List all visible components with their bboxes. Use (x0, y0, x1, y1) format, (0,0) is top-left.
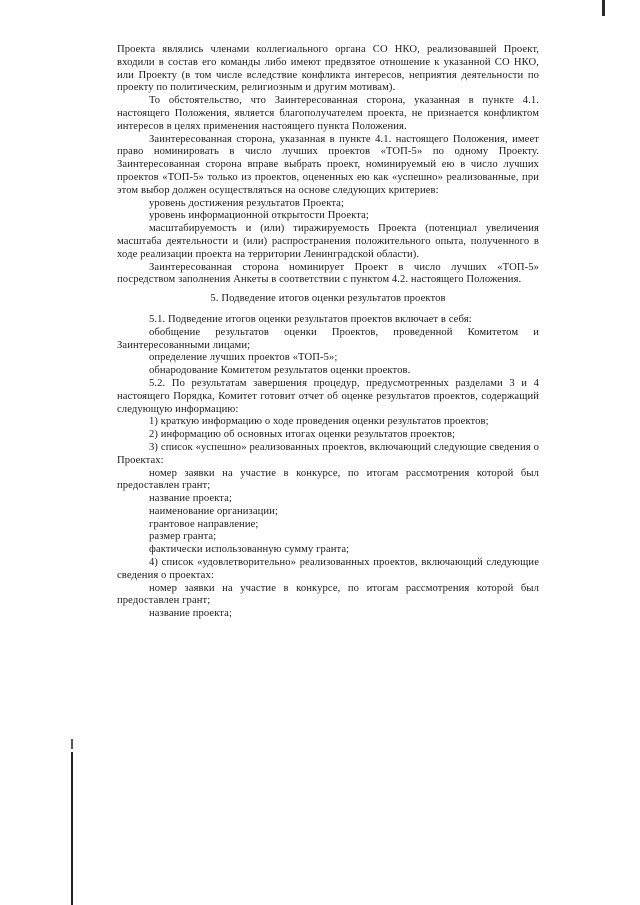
criteria-list (117, 198, 539, 262)
list-item: грантовое направление; (149, 518, 259, 530)
list-item: 1) краткую информацию о ходе проведения оценки результатов проектов; (149, 416, 489, 428)
list-item: фактически использованную сумму гранта; (149, 544, 350, 556)
section5-heading: 5. Подведение итогов оценки результатов проектов (210, 293, 446, 305)
list-item: номер заявки на участие в конкурсе, по итогам рассмотрения которой был предоставлен грант; (117, 582, 539, 607)
clause-5-2: 5.2. По результатам завершения процедур, предусмотренных разделами 3 и 4 настоящего Порядка, Комитет готовит отчет об оценке результатов проектов, содержащий следующую информацию: (117, 377, 539, 415)
clause-5-1: 5.1. Подведение итогов оценки результатов проектов включает в себя: (149, 313, 472, 325)
list-item: наименование организации; (149, 505, 278, 517)
scan-margin-line (71, 752, 73, 905)
clause-5-1-list (117, 327, 539, 378)
criteria-item: уровень достижения результатов Проекта; (149, 197, 345, 209)
satisfactory-projects-fields (117, 583, 539, 621)
clause-5-2-list (117, 416, 539, 467)
list-item: номер заявки на участие в конкурсе, по итогам рассмотрения которой был предоставлен грант; (117, 467, 539, 492)
list-item: название проекта; (149, 493, 233, 505)
list-item: обнародование Комитетом результатов оценки проектов. (149, 365, 411, 377)
document-page-body (117, 44, 539, 621)
section4-paragraph-conflict: То обстоятельство, что Заинтересованная сторона, указанная в пункте 4.1. настоящего Положения, является благополучателем проекта, не признается конфликтом интересов в целях применения настоящего пункта Положения. (117, 95, 539, 132)
section4-paragraph-questionnaire: Заинтересованная сторона номинирует Проект в число лучших «ТОП-5» посредством заполнения Анкеты в соответствии с пунктом 4.2. настоящего Положения. (117, 261, 539, 286)
list-item: 3) список «успешно» реализованных проектов, включающий следующие сведения о Проектах: (117, 441, 539, 466)
successful-projects-fields (117, 468, 539, 558)
list-item: размер гранта; (149, 531, 217, 543)
scan-edge-mark (602, 0, 605, 16)
clause-5-2-item-4: 4) список «удовлетворительно» реализованных проектов, включающий следующие сведения о проектах: (117, 557, 539, 581)
list-item: определение лучших проектов «ТОП-5»; (149, 352, 338, 364)
scan-margin-dot (71, 739, 73, 749)
criteria-item: масштабируемость и (или) тиражируемость Проекта (потенциал увеличения масштаба деятельности и (или) распространения положительного опыта, полученного в ходе реализации проекта на территории Ленинградской области). (117, 223, 539, 260)
section4-paragraph-continuation: Проекта являлись членами коллегиального органа СО НКО, реализовавшей Проект, входили в состав его команды либо имеют предвзятое отношение к указанной СО НКО, или Проекту (в том числе вследствие конфликта интересов, неприятия деятельности по проекту по политическим, религиозным и другим мотивам). (117, 44, 539, 94)
list-item: название проекта; (149, 608, 233, 620)
list-item: 2) информацию об основных итогах оценки результатов проектов; (149, 429, 456, 441)
criteria-item: уровень информационной открытости Проекта; (149, 210, 369, 222)
section4-paragraph-nomination: Заинтересованная сторона, указанная в пункте 4.1. настоящего Положения, имеет право номинировать в число лучших проектов «ТОП-5» по одному Проекту. Заинтересованная сторона вправе выбрать проект, номинируемый ею в число лучших проектов «ТОП-5» только из проектов, оцененных ею как «успешно» реализованные, при этом выбор должен осуществляться на основе следующих критериев: (117, 133, 539, 196)
list-item: обобщение результатов оценки Проектов, проведенной Комитетом и Заинтересованными лицами; (117, 326, 539, 351)
